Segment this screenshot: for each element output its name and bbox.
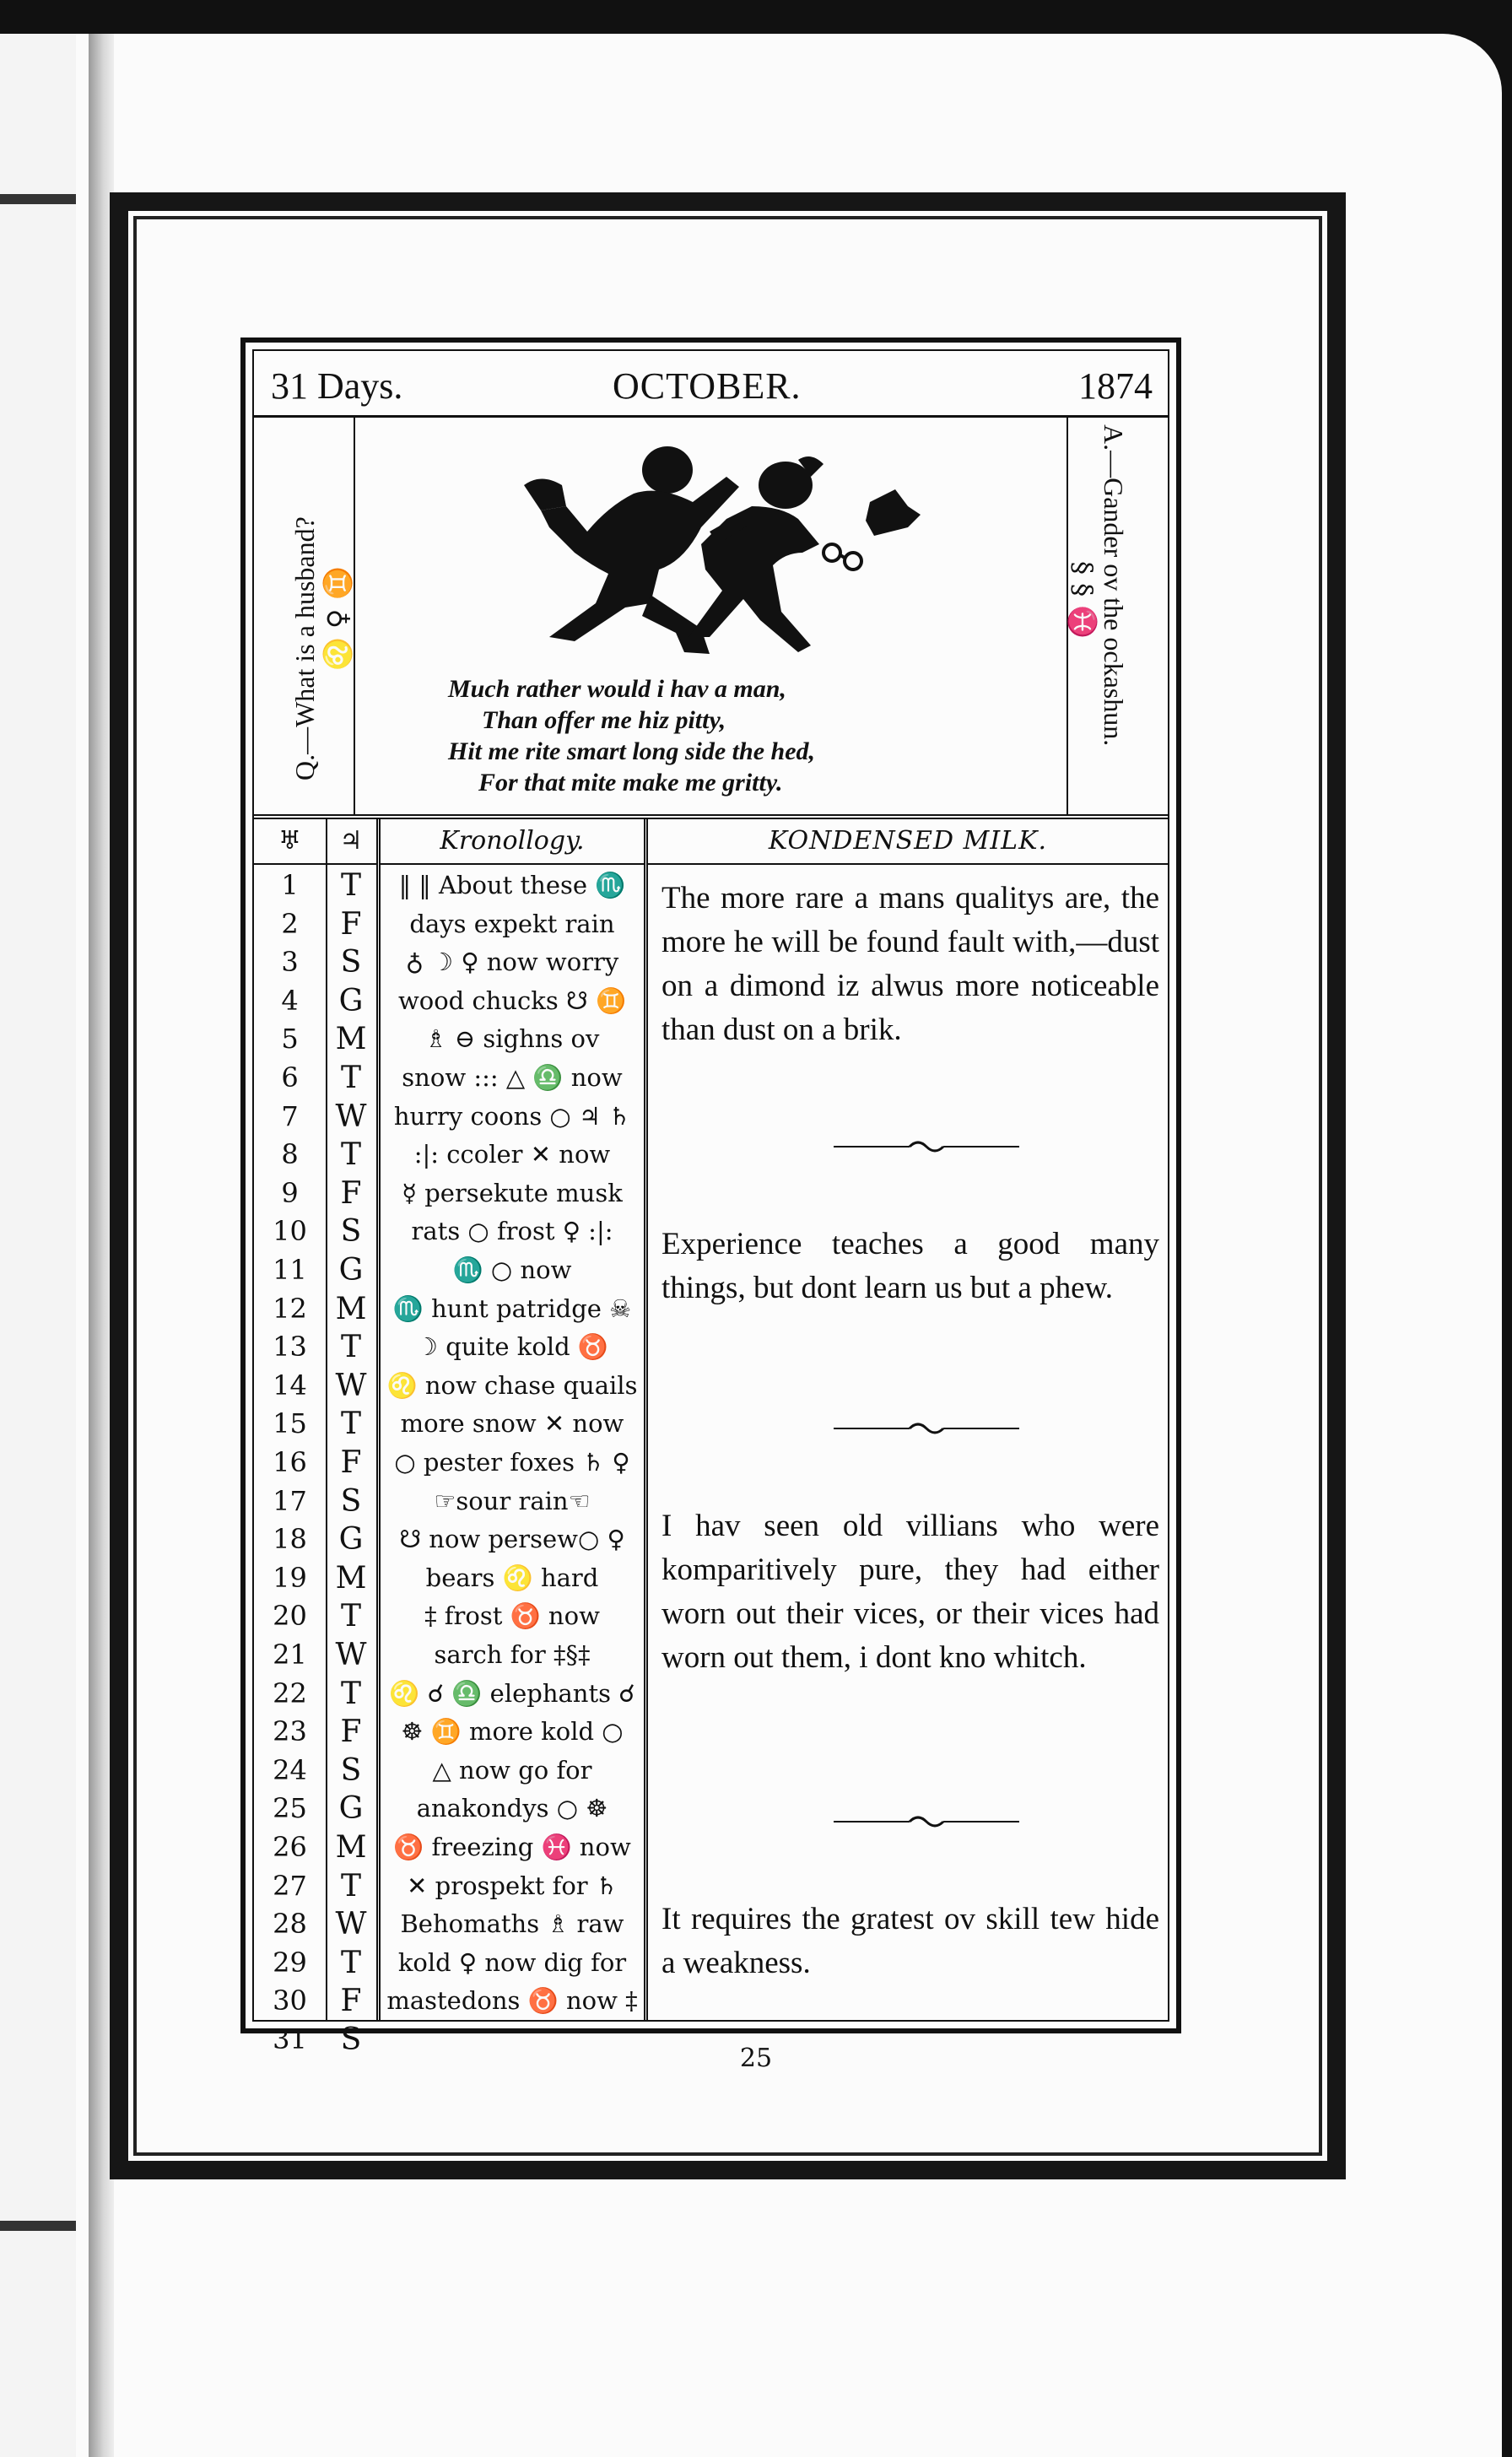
day-number: 5 bbox=[281, 1023, 299, 1056]
kondensed-milk-heading: KONDENSED MILK. bbox=[648, 819, 1168, 865]
ornament-divider bbox=[800, 1138, 1053, 1155]
year: 1874 bbox=[1078, 365, 1153, 407]
weekday-letter: G bbox=[338, 1522, 364, 1558]
weekday-letter: G bbox=[338, 1791, 364, 1827]
kronollogy-line: ♌ now chase quails bbox=[386, 1370, 638, 1400]
weekday-letter: W bbox=[335, 1368, 367, 1403]
paragraph-3: I hav seen old villians who were komparitively pure, they had either worn out their vices, or their vices had worn out them, i dont kno whitch. bbox=[662, 1509, 1159, 1675]
answer-column bbox=[1066, 418, 1168, 814]
kronollogy-line: ♗ ⊖ sighns ov bbox=[424, 1024, 600, 1054]
kronollogy-line: ○ pester foxes ♄ ♀ bbox=[394, 1448, 630, 1477]
days-count: 31 Days. bbox=[271, 365, 403, 407]
weekday-letter: T bbox=[340, 1330, 361, 1365]
day-number: 31 bbox=[273, 2023, 307, 2055]
day-number: 24 bbox=[273, 1753, 307, 1786]
kronollogy-column bbox=[381, 819, 648, 2020]
ornament-divider bbox=[800, 1420, 1053, 1437]
weekday-letter: F bbox=[340, 1445, 362, 1480]
calendar-body bbox=[254, 819, 1168, 2057]
question-text: Q.—What is a husband? bbox=[289, 516, 320, 780]
poem-line-4: For that mite make me gritty. bbox=[478, 769, 783, 796]
calendar-inner bbox=[252, 349, 1169, 2057]
paragraph-1: The more rare a mans qualitys are, the more he will be found fault with,—dust on a dimond iz alwus more noticeable than dust on a brik. bbox=[662, 881, 1159, 1047]
weekday-column-symbol: ♃ bbox=[326, 819, 376, 865]
calendar-box bbox=[240, 338, 1181, 2057]
fighting-men-illustration bbox=[448, 426, 954, 679]
day-number: 3 bbox=[281, 946, 299, 979]
weekday-letter: W bbox=[335, 1099, 367, 1134]
weekday-letter: M bbox=[335, 1022, 367, 1057]
weekday-letter: F bbox=[340, 906, 362, 942]
weekday-letter: S bbox=[340, 1752, 362, 1788]
poem-line-1: Much rather would i hav a man, bbox=[448, 675, 786, 703]
kronollogy-line: ♏ ○ now bbox=[452, 1256, 572, 1284]
kondensed-milk-column bbox=[648, 819, 1168, 2020]
poem-line-2: Than offer me hiz pitty, bbox=[482, 706, 726, 734]
weekday-letter: G bbox=[338, 1253, 364, 1288]
day-number: 29 bbox=[273, 1946, 307, 1979]
day-number: 13 bbox=[273, 1331, 307, 1364]
weekday-letter: W bbox=[335, 1907, 367, 1942]
weekday-letter: T bbox=[340, 1137, 361, 1173]
kronollogy-line: △ now go for bbox=[432, 1755, 592, 1785]
weekday-letter: T bbox=[340, 1676, 361, 1711]
day-number: 28 bbox=[273, 1908, 307, 1941]
day-number: 27 bbox=[273, 1869, 307, 1902]
paragraph-2: Experience teaches a good many things, but dont learn us but a phew. bbox=[662, 1227, 1159, 1305]
weekday-letter: S bbox=[340, 1214, 362, 1250]
kronollogy-line: ✕ prospekt for ♄ bbox=[407, 1871, 618, 1900]
day-number: 7 bbox=[281, 1099, 299, 1132]
kronollogy-line: days expekt rain bbox=[409, 909, 615, 938]
kronollogy-line: kold ♀ now dig for bbox=[397, 1947, 627, 1977]
day-number: 19 bbox=[273, 1561, 307, 1594]
kronollogy-line: ☿ persekute musk bbox=[402, 1178, 623, 1207]
day-number: 21 bbox=[273, 1639, 307, 1671]
weekday-letter: G bbox=[338, 983, 364, 1018]
kronollogy-line: ☽ quite kold ♉ bbox=[416, 1332, 608, 1362]
day-number: 2 bbox=[281, 907, 299, 940]
day-number: 12 bbox=[273, 1292, 307, 1325]
question-symbols: ♌ ♀ ♊ bbox=[321, 566, 354, 671]
day-number: 8 bbox=[281, 1138, 299, 1171]
weekday-letter: T bbox=[340, 1061, 361, 1095]
kronollogy-line: Behomaths ♗ raw bbox=[400, 1909, 624, 1939]
day-column-symbol: ♅ bbox=[254, 819, 326, 865]
month-title: OCTOBER. bbox=[613, 365, 802, 407]
day-number: 16 bbox=[273, 1446, 307, 1478]
weekday-letter: M bbox=[335, 1830, 367, 1865]
day-number: 6 bbox=[281, 1061, 299, 1094]
answer-text: A.—Gander ov the ockashun. bbox=[1099, 424, 1129, 747]
kronollogy-line: mastedons ♉ now ‡ bbox=[386, 1986, 638, 2016]
page-number: 25 bbox=[739, 2044, 773, 2073]
day-number: 1 bbox=[281, 869, 299, 901]
kronollogy-line: :|: ccoler ✕ now bbox=[413, 1140, 611, 1169]
kronollogy-line: ♌ ☌ ♎ elephants ☌ bbox=[389, 1678, 635, 1708]
kronollogy-line: sarch for ‡§‡ bbox=[434, 1640, 591, 1669]
weekday-letter: S bbox=[340, 945, 362, 980]
weekday-letter: W bbox=[335, 1638, 367, 1672]
illustration-panel bbox=[254, 418, 1168, 819]
day-number: 26 bbox=[273, 1831, 307, 1863]
kronollogy-heading: Kronollogy. bbox=[381, 819, 644, 865]
day-number: 23 bbox=[273, 1715, 307, 1748]
weekday-letter: F bbox=[340, 1175, 362, 1211]
kronollogy-line: snow ::: △ ♎ now bbox=[402, 1063, 623, 1092]
kronollogy-line: bears ♌ hard bbox=[425, 1563, 599, 1592]
kronollogy-line: ☞sour rain☜ bbox=[434, 1486, 591, 1515]
weekday-letter: F bbox=[340, 1714, 362, 1750]
day-number-column bbox=[254, 819, 327, 2055]
day-number: 22 bbox=[273, 1677, 307, 1709]
kronollogy-line: ♉ freezing ♓ now bbox=[393, 1833, 631, 1861]
day-number: 9 bbox=[281, 1176, 299, 1209]
paragraph-4: It requires the gratest ov skill tew hide a weakness. bbox=[662, 1902, 1159, 1980]
day-number: 15 bbox=[273, 1407, 307, 1440]
kronollogy-line: ‡ frost ♉ now bbox=[424, 1601, 600, 1631]
day-number: 4 bbox=[281, 984, 299, 1017]
poem-line-3: Hit me rite smart long side the hed, bbox=[448, 737, 816, 765]
weekday-letter: F bbox=[340, 1984, 362, 2019]
kronollogy-line: ‖ ‖ About these ♏ bbox=[398, 871, 626, 899]
weekday-letter: T bbox=[340, 1407, 361, 1442]
kronollogy-line: ♁ ☽ ♀ now worry bbox=[405, 948, 619, 977]
day-number: 14 bbox=[273, 1369, 307, 1401]
weekday-letter: T bbox=[340, 1599, 361, 1634]
weekday-letter: T bbox=[340, 868, 361, 903]
kronollogy-line: rats ○ frost ♀ :|: bbox=[411, 1217, 613, 1246]
calendar-header bbox=[254, 351, 1168, 418]
kronollogy-line: ♏ hunt patridge ☠ bbox=[392, 1293, 632, 1323]
weekday-letter: S bbox=[340, 2022, 362, 2057]
weekday-letter: M bbox=[335, 1291, 367, 1326]
day-number: 11 bbox=[273, 1254, 307, 1286]
poem bbox=[448, 673, 971, 798]
day-number: 30 bbox=[273, 1984, 307, 2017]
kronollogy-line: wood chucks ☋ ♊ bbox=[397, 986, 627, 1015]
kronollogy-line: hurry coons ○ ♃ ♄ bbox=[393, 1101, 631, 1131]
question-column bbox=[254, 418, 355, 814]
day-number: 25 bbox=[273, 1792, 307, 1825]
kronollogy-line: ☋ now persew○ ♀ bbox=[399, 1525, 625, 1554]
kronollogy-line: anakondys ○ ☸ bbox=[416, 1794, 608, 1823]
weekday-column bbox=[326, 819, 381, 2057]
kronollogy-line: ☸ ♊ more kold ○ bbox=[401, 1717, 624, 1747]
ornament-divider bbox=[800, 1813, 1053, 1830]
weekday-letter: T bbox=[340, 1868, 361, 1904]
weekday-letter: M bbox=[335, 1560, 367, 1596]
day-number: 20 bbox=[273, 1600, 307, 1633]
day-number: 18 bbox=[273, 1523, 307, 1556]
answer-symbols: § § ♓ bbox=[1066, 561, 1099, 640]
kronollogy-line: more snow ✕ now bbox=[400, 1409, 624, 1439]
weekday-letter: T bbox=[340, 1945, 361, 1980]
day-number: 10 bbox=[273, 1215, 307, 1248]
day-number: 17 bbox=[273, 1484, 307, 1517]
weekday-letter: S bbox=[340, 1483, 362, 1519]
